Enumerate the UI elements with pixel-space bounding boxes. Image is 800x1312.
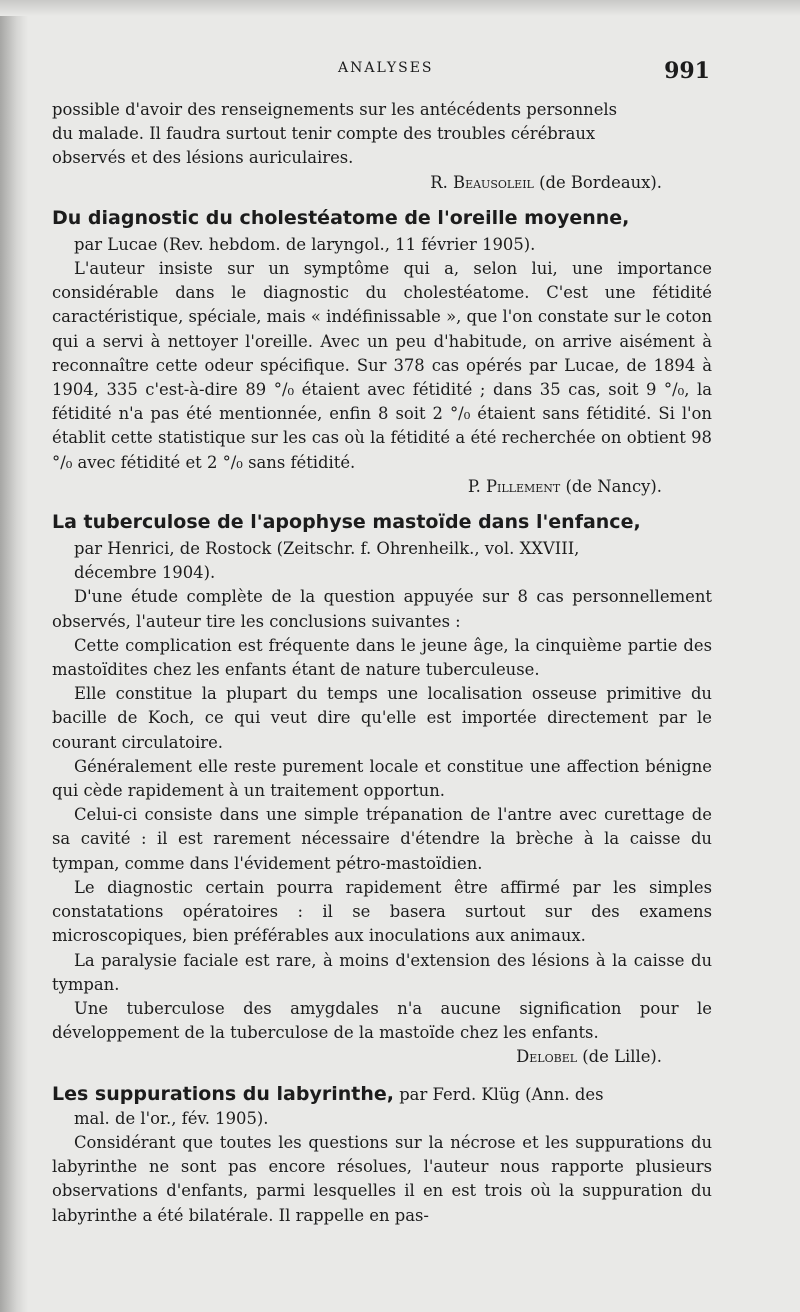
signature-place: (de Nancy). [565,476,662,496]
intro-signature [52,171,712,195]
signature-place: (de Bordeaux). [539,172,662,192]
article-2-paragraph: Elle constitue la plupart du temps une localisation osseuse primitive du bacille de Koch, ce qui veut dire qu'elle est importée directement par le courant circulatoire. [52,684,712,752]
page-number: 991 [664,58,710,84]
article-2-paragraph: La paralysie faciale est rare, à moins d'extension des lésions à la caisse du tympan. [52,950,712,994]
page-body [52,98,712,1228]
article-2-paragraph: Une tuberculose des amygdales n'a aucune signification pour le développement de la tuberculose de la mastoïde chez les enfants. [52,998,712,1043]
article-3-paragraph: Considérant que toutes les questions sur la nécrose et les suppurations du labyrinthe ne sont pas encore résolues, l'auteur nous rapporte plusieurs observations d'enfants, parmi lesquelles il en est trois où la suppuration du labyrinthe a été bilatérale. Il rappelle en pas- [52,1132,712,1225]
article-3-title: Les suppurations du labyrinthe, [52,1082,394,1105]
article-2-paragraph: Cette complication est fréquente dans le jeune âge, la cinquième partie des mastoïdites chez les enfants étant de nature tuberculeuse. [52,635,712,680]
article-2-paragraph: Celui-ci consiste dans une simple trépanation de l'antre avec curettage de sa cavité : il est rarement nécessaire d'étendre la brèche à la caisse du tympan, comme dans l'évidement pétro-mastoïdien. [52,805,712,873]
article-1-paragraph: L'auteur insiste sur un symptôme qui a, selon lui, une importance considérable dans le diagnostic du cholestéatome. C'est une fétidité caractéristique, spéciale, mais « indéfinissable », que l'on constate sur le coton qui a servi à nettoyer l'oreille. Avec un peu d'habitude, on arrive aisément à reconnaître cette odeur spécifique. Sur 378 cas opérés par Lucae, de 1894 à 1904, 335 c'est-à-dire 89 °/₀ étaient avec fétidité ; dans 35 cas, soit 9 °/₀, la fétidité n'a pas été mentionnée, enfin 8 soit 2 °/₀ étaient sans fétidité. Si l'on établit cette statistique sur les cas où la fétidité a été recherchée on obtient 98 °/₀ avec fétidité et 2 °/₀ sans fétidité. [52,259,712,472]
intro-line-3: observés et des lésions auriculaires. [52,148,354,168]
intro-line-1: possible d'avoir des renseignements sur les antécédents personnels [52,100,618,119]
page-top-shadow [0,0,800,16]
article-2-title: La tuberculose de l'apophyse mastoïde dans l'enfance, [52,511,641,534]
article-1-title: Du diagnostic du cholestéatome de l'oreille moyenne, [52,206,630,229]
article-2-paragraph: Le diagnostic certain pourra rapidement être affirmé par les simples constatations opératoires : il se basera surtout sur des examens microscopiques, bien préférables aux inoculations aux animaux. [52,877,712,946]
article-2-byline-2: décembre 1904). [74,563,216,583]
signature-place: (de Lille). [582,1047,662,1067]
running-head: ANALYSES [338,60,434,76]
article-3-byline-2: mal. de l'or., fév. 1905). [74,1108,269,1128]
signature-name: Delobel [516,1047,578,1067]
article-3-byline-1: par Ferd. Klüg (Ann. des [399,1084,604,1104]
article-1-byline: par Lucae (Rev. hebdom. de laryngol., 11 février 1905). [74,234,536,254]
article-2-paragraph: D'une étude complète de la question appuyée sur 8 cas personnellement observés, l'auteur tire les conclusions suivantes : [52,587,712,631]
signature-name: P. Pillement [467,476,561,496]
article-2-byline-1: par Henrici, de Rostock (Zeitschr. f. Ohrenheilk., vol. XXVIII, [74,539,580,559]
article-3-title-line [52,1082,712,1107]
intro-line-2: du malade. Il faudra surtout tenir compte des troubles cérébraux [52,124,596,144]
page-header [0,58,800,88]
article-1-signature [52,475,712,499]
page-edge-shadow [0,0,28,1312]
article-2-paragraph: Généralement elle reste purement locale et constitue une affection bénigne qui cède rapidement à un traitement opportun. [52,756,712,801]
signature-name: R. Beausoleil [430,172,534,192]
article-2-signature [52,1045,712,1069]
